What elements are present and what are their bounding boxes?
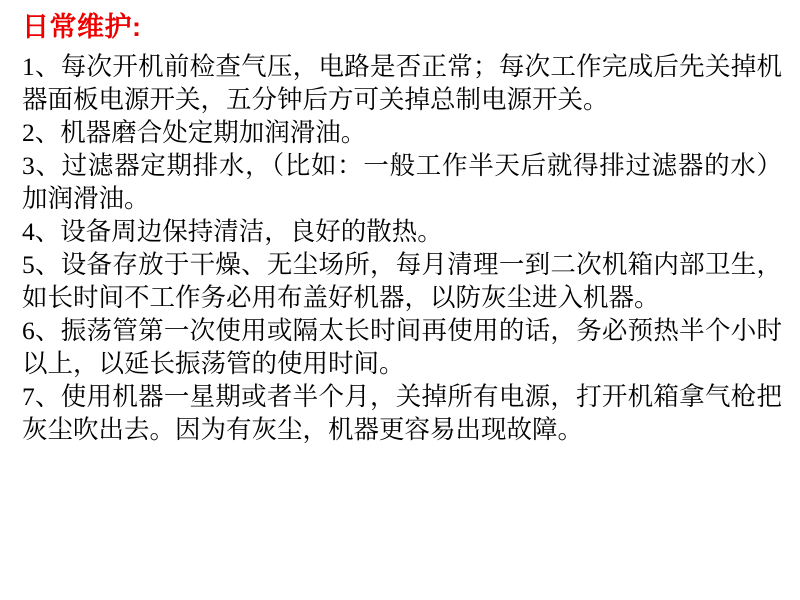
list-item: 7、使用机器一星期或者半个月，关掉所有电源，打开机箱拿气枪把灰尘吹出去。因为有灰尘，机器更容易出现故障。 (22, 382, 782, 445)
page-title: 日常维护: (22, 12, 142, 42)
list-item: 2、机器磨合处定期加润滑油。 (22, 117, 367, 147)
list-item: 1、每次开机前检查气压，电路是否正常；每次工作完成后先关掉机器面板电源开关，五分钟后方可关掉总制电源开关。 (22, 51, 782, 114)
list-item: 6、振荡管第一次使用或隔太长时间再使用的话，务必预热半个小时以上，以延长振荡管的使用时间。 (22, 315, 782, 378)
list-item: 5、设备存放于干燥、无尘场所，每月清理一到二次机箱内部卫生，如长时间不工作务必用布盖好机器，以防灰尘进入机器。 (22, 249, 782, 312)
maintenance-list (22, 50, 782, 446)
list-item: 4、设备周边保持清洁，良好的散热。 (22, 216, 443, 246)
list-item: 3、过滤器定期排水，（比如：一般工作半天后就得排过滤器的水）加润滑油。 (22, 150, 782, 213)
